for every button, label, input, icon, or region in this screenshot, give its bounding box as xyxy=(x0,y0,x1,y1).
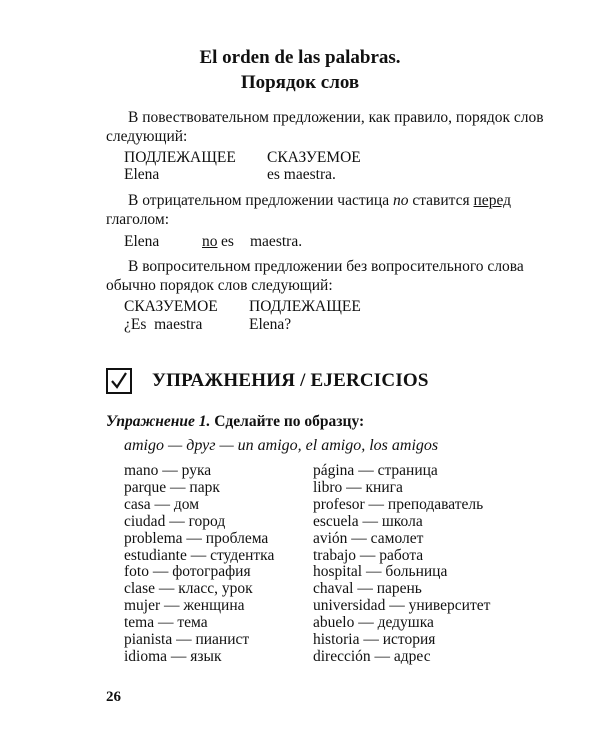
neg-example-subject: Elena xyxy=(124,233,160,250)
vocab-item: foto — фотография xyxy=(124,563,251,581)
para2-middle: ставится xyxy=(408,192,474,209)
title-spanish: El orden de las palabras. xyxy=(199,47,401,68)
vocab-list-right xyxy=(313,463,490,666)
neg-example-verb: es xyxy=(221,233,234,250)
title-russian: Порядок слов xyxy=(240,72,360,93)
checkbox-check-icon xyxy=(106,368,132,394)
neg-example-particle: no xyxy=(202,233,218,250)
table2-header-subject: ПОДЛЕЖАЩЕЕ xyxy=(249,298,361,315)
table1-value-predicate: es maestra. xyxy=(267,166,336,183)
vocab-item: dirección — адрес xyxy=(313,647,431,665)
para2-particle: no xyxy=(392,192,409,209)
exercise-example: amigo — друг — un amigo, el amigo, los amigos xyxy=(124,437,439,454)
vocab-item: parque — парк xyxy=(124,478,220,496)
vocab-item: mujer — женщина xyxy=(124,597,245,615)
vocab-item: universidad — университет xyxy=(313,597,491,615)
vocab-item: idioma — язык xyxy=(124,647,222,665)
vocab-item: trabajo — работа xyxy=(313,546,424,564)
exercise-instruction: Сделайте по образцу: xyxy=(210,413,365,430)
vocab-item: problema — проблема xyxy=(124,529,269,547)
paragraph-interrogative: В вопросительном предложении без вопросительного слова обычно порядок слов следующий: xyxy=(106,258,524,294)
paragraph-declarative: В повествовательном предложении, как правило, порядок слов следующий: xyxy=(106,109,544,145)
para2-underlined: перед xyxy=(473,192,512,209)
table2-header-predicate: СКАЗУЕМОЕ xyxy=(124,298,218,315)
page-number: 26 xyxy=(106,689,121,705)
vocab-item: escuela — школа xyxy=(313,512,423,530)
vocab-item: avión — самолет xyxy=(313,529,424,547)
exercises-section-heading xyxy=(106,363,429,399)
table1-header-subject: ПОДЛЕЖАЩЕЕ xyxy=(124,149,236,166)
exercise-heading xyxy=(106,413,364,431)
vocab-item: página — страница xyxy=(313,462,438,479)
neg-example-object: maestra. xyxy=(250,233,303,250)
vocab-list-left xyxy=(124,463,274,666)
para2-after: глаголом: xyxy=(106,211,170,228)
paragraph-negative xyxy=(106,191,546,229)
exercise-label: Упражнение 1. xyxy=(106,413,211,430)
vocab-item: pianista — пианист xyxy=(124,631,250,649)
para2-before: В отрицательном предложении частица xyxy=(128,192,393,209)
table1-value-subject: Elena xyxy=(124,166,160,183)
table2-value-predicate: ¿Es maestra xyxy=(124,316,203,333)
vocab-item: chaval — парень xyxy=(313,580,422,598)
vocab-item: tema — тема xyxy=(124,614,208,632)
vocab-item: clase — класс, урок xyxy=(124,580,253,598)
vocab-item: estudiante — студентка xyxy=(124,546,275,564)
section-title: УПРАЖНЕНИЯ / EJERCICIOS xyxy=(152,370,429,391)
vocab-item: casa — дом xyxy=(124,495,200,513)
vocab-item: profesor — преподаватель xyxy=(313,495,484,513)
table2-value-subject: Elena? xyxy=(249,316,292,333)
vocab-item: hospital — больница xyxy=(313,563,448,581)
vocab-item: abuelo — дедушка xyxy=(313,614,434,632)
checkmark-icon xyxy=(110,372,128,390)
table1-header-predicate: СКАЗУЕМОЕ xyxy=(267,149,361,166)
vocab-item: historia — история xyxy=(313,631,436,649)
vocab-item: ciudad — город xyxy=(124,512,226,530)
vocab-item: libro — книга xyxy=(313,478,403,496)
vocab-item: mano — рука xyxy=(124,462,212,479)
